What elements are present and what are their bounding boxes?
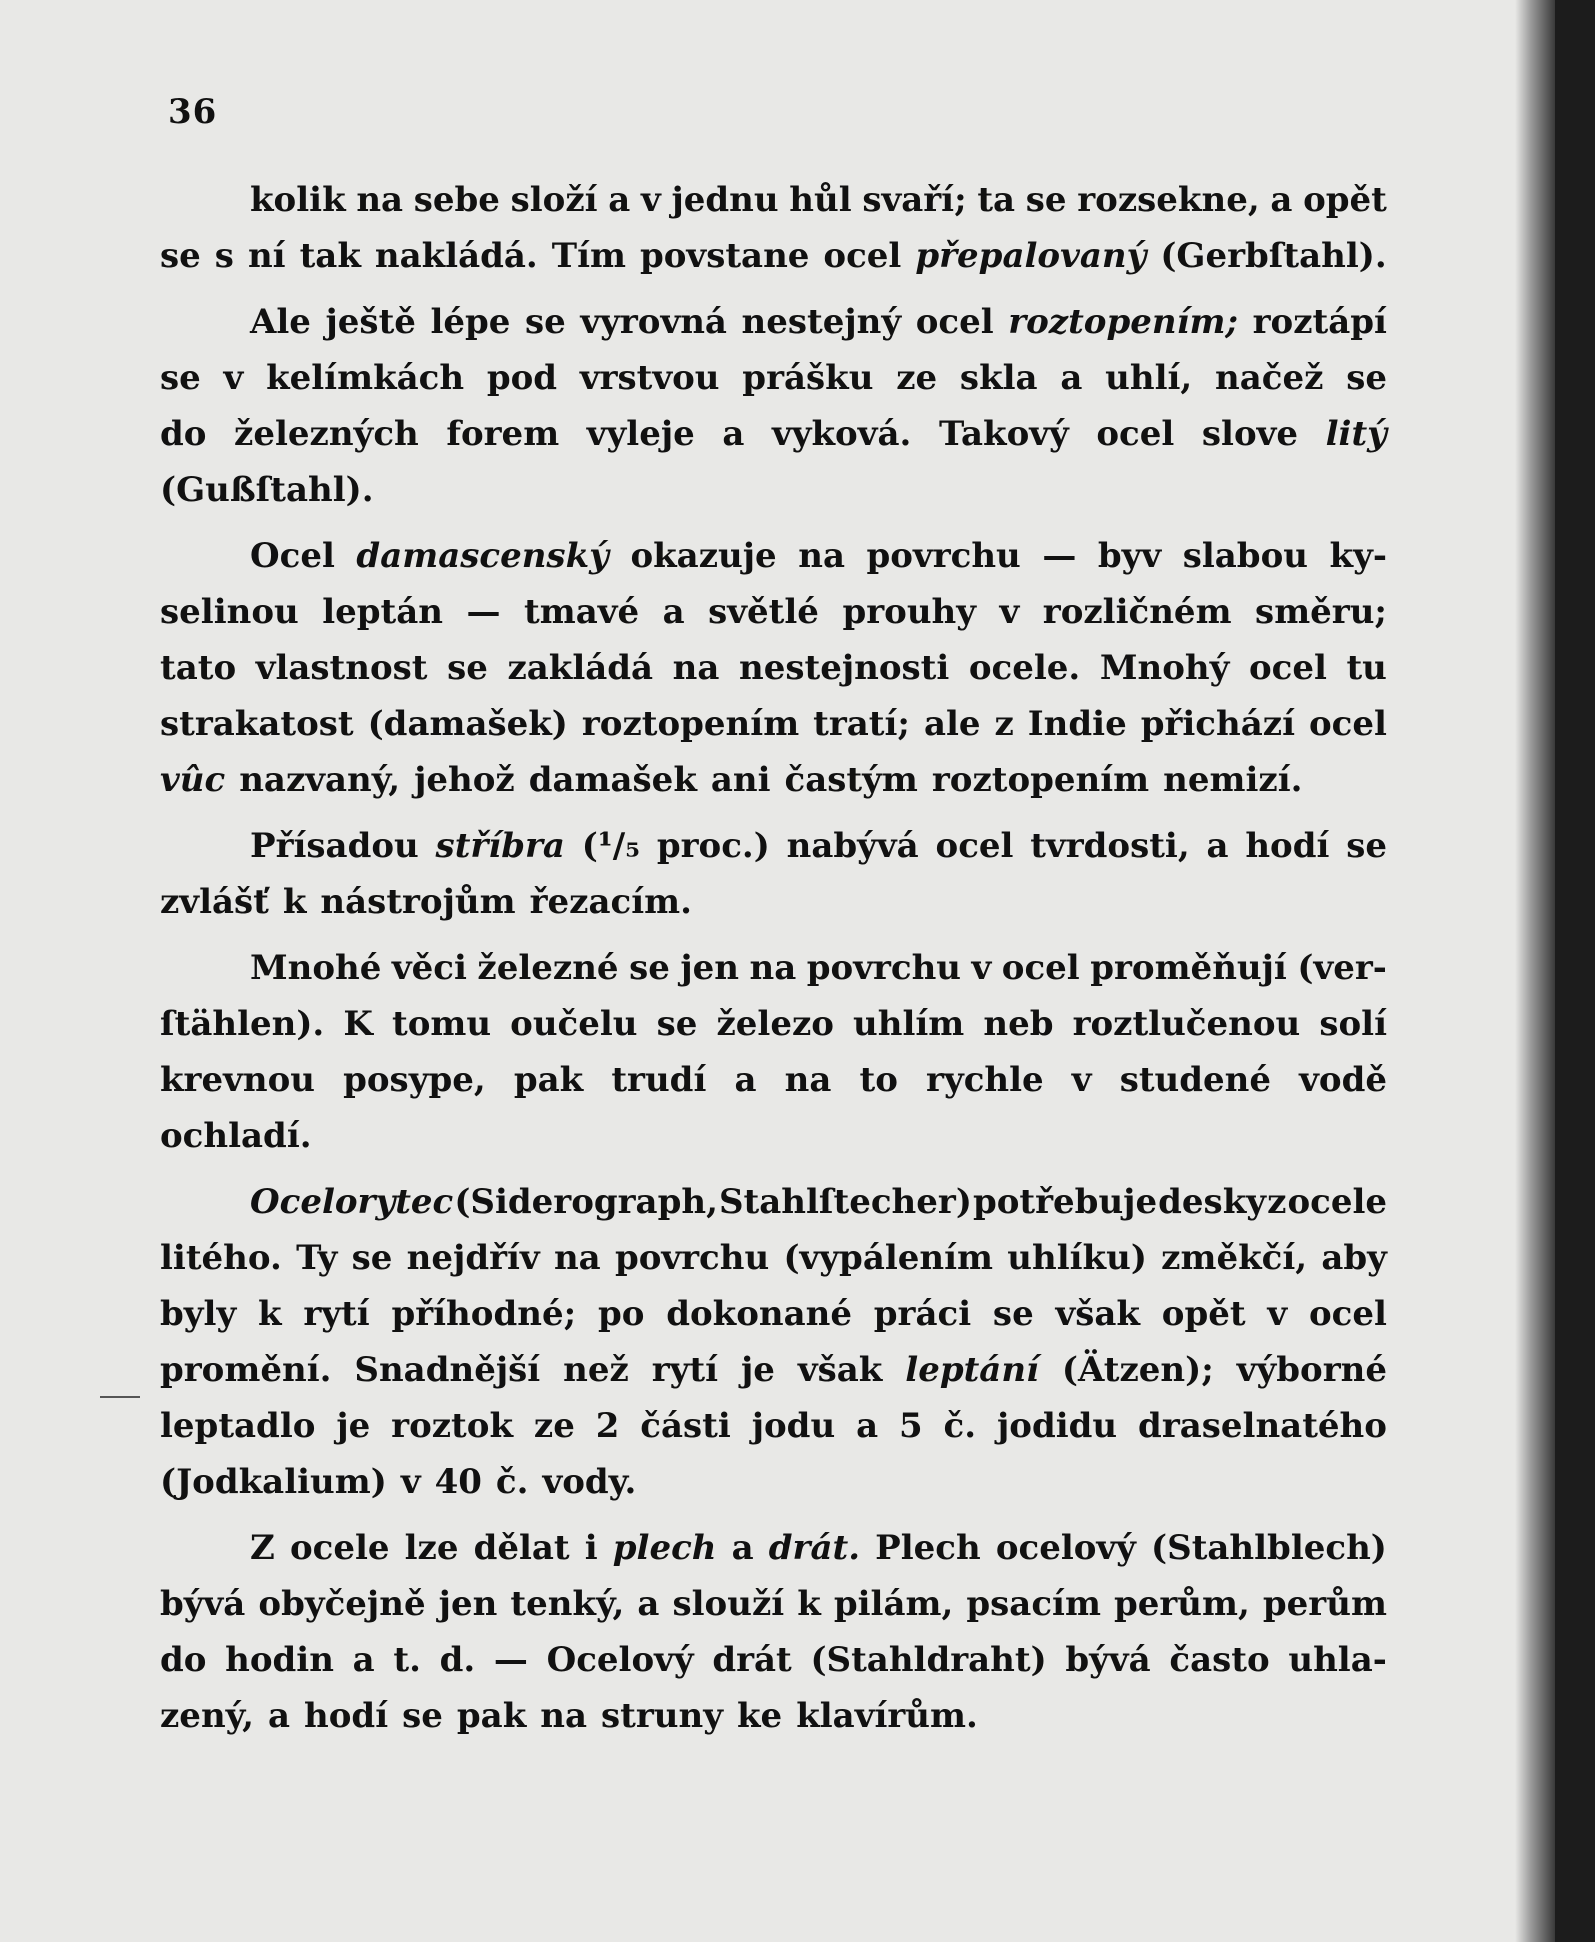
word: rytí	[303, 1294, 370, 1334]
word: tenký,	[510, 1584, 625, 1624]
word: kolik	[250, 180, 346, 220]
word: v	[400, 1462, 421, 1502]
word: damašek	[528, 760, 697, 800]
word: vûc	[160, 760, 226, 800]
word: proměňují	[1090, 948, 1287, 988]
word: ocel	[1001, 948, 1080, 988]
word: změkčí,	[1161, 1238, 1308, 1278]
paragraph	[160, 528, 1387, 808]
word: Ale	[250, 302, 311, 342]
text-line	[160, 528, 1387, 584]
text-line	[160, 1632, 1387, 1688]
word: pilám,	[833, 1584, 954, 1624]
word: příhodné;	[391, 1294, 577, 1334]
word: pak	[456, 1696, 527, 1736]
word: to	[859, 1060, 898, 1100]
word: jen	[680, 948, 739, 988]
word: 2	[595, 1406, 620, 1446]
word: jodidu	[996, 1406, 1118, 1446]
word: přichází	[1140, 704, 1295, 744]
word: Indie	[1027, 704, 1127, 744]
word: a	[1206, 826, 1229, 866]
paragraph	[160, 940, 1387, 1164]
word: leptán	[322, 592, 444, 632]
word: dokonané	[666, 1294, 852, 1334]
word: řezacím.	[529, 882, 692, 922]
word: železné	[477, 948, 619, 988]
word: hodí	[1245, 826, 1330, 866]
word: prášku	[742, 358, 874, 398]
word: okazuje	[630, 536, 777, 576]
word: k	[797, 1584, 821, 1624]
word: části	[640, 1406, 731, 1446]
text-line	[160, 996, 1387, 1052]
word: lze	[404, 1528, 459, 1568]
word: uhla-	[1288, 1640, 1387, 1680]
word: často	[1169, 1640, 1270, 1680]
word: (vypálením	[783, 1238, 994, 1278]
word: povrchu	[806, 948, 962, 988]
word: v	[999, 592, 1020, 632]
word: (Ätzen);	[1061, 1350, 1214, 1390]
text-line	[160, 1398, 1387, 1454]
word: ta	[977, 180, 1016, 220]
text-line	[160, 294, 1387, 350]
word: ke	[737, 1696, 783, 1736]
text-line	[160, 1688, 1387, 1744]
text-line	[160, 1520, 1387, 1576]
paragraph	[160, 1174, 1387, 1510]
word: (¹/₅	[581, 826, 641, 866]
word: 5	[898, 1406, 923, 1446]
word: ſtählen).	[160, 1004, 325, 1044]
word: tak	[299, 236, 361, 276]
word: ještě	[325, 302, 416, 342]
word: Ocelový	[546, 1640, 694, 1680]
word: Mnohý	[1099, 648, 1230, 688]
word: ocelový	[995, 1528, 1136, 1568]
word: vody.	[542, 1462, 637, 1502]
text-line	[160, 406, 1387, 462]
text-line	[160, 1342, 1387, 1398]
word: (Gerbſtahl).	[1160, 236, 1387, 276]
word: sebe	[413, 180, 500, 220]
word: vodě	[1299, 1060, 1387, 1100]
word: po	[597, 1294, 645, 1334]
paragraph	[160, 172, 1387, 284]
word: načež	[1215, 358, 1324, 398]
word: hodí	[304, 1696, 389, 1736]
word: Snadnější	[354, 1350, 541, 1390]
word: se	[160, 358, 201, 398]
word: drát	[712, 1640, 792, 1680]
word: roztopením	[581, 704, 800, 744]
word: strakatost	[160, 704, 354, 744]
text-line	[160, 228, 1387, 284]
text-line	[160, 1052, 1387, 1108]
word: na	[356, 180, 404, 220]
word: opět	[1161, 1294, 1246, 1334]
word: tomu	[392, 1004, 492, 1044]
word: Z	[250, 1528, 275, 1568]
word: rozličném	[1042, 592, 1232, 632]
word: se	[656, 1004, 698, 1044]
word: do	[160, 1640, 207, 1680]
word: se	[1346, 826, 1387, 866]
text-line	[160, 1286, 1387, 1342]
word: (Gußſtahl).	[160, 470, 374, 510]
word: k	[258, 1294, 282, 1334]
word: výborné	[1236, 1350, 1387, 1390]
word: se	[402, 1696, 443, 1736]
word: damascenský	[356, 536, 609, 576]
word: jednu	[671, 180, 779, 220]
word: jodu	[751, 1406, 836, 1446]
word: nástrojům	[320, 882, 516, 922]
word: se	[1346, 358, 1387, 398]
word: rychle	[926, 1060, 1044, 1100]
word: v	[1267, 1294, 1288, 1334]
word: na	[798, 536, 845, 576]
word: vrstvou	[579, 358, 720, 398]
word: v	[641, 180, 661, 220]
word: drát.	[768, 1528, 861, 1568]
word: se	[1025, 180, 1067, 220]
word: v	[223, 358, 244, 398]
word: —	[466, 592, 501, 632]
word: krevnou	[160, 1060, 315, 1100]
word: a	[734, 1060, 757, 1100]
word: do	[160, 414, 207, 454]
word: (damašek)	[367, 704, 568, 744]
word: Ocelorytec	[250, 1182, 454, 1222]
word: se	[351, 1238, 393, 1278]
word: nestejný	[741, 302, 902, 342]
word: leptání	[905, 1350, 1039, 1390]
word: desky	[1158, 1182, 1267, 1222]
word: Ty	[296, 1238, 338, 1278]
text-line	[160, 696, 1387, 752]
word: zakládá	[507, 648, 654, 688]
word: nakládá.	[374, 236, 538, 276]
word: struny	[601, 1696, 723, 1736]
word: t.	[393, 1640, 421, 1680]
word: vlastnost	[255, 648, 428, 688]
word: vyková.	[771, 414, 912, 454]
word: železných	[234, 414, 419, 454]
text-line	[160, 1174, 1387, 1230]
word: a	[268, 1696, 291, 1736]
text-line	[160, 350, 1387, 406]
word: se	[160, 236, 201, 276]
word: z	[1267, 1182, 1287, 1222]
word: než	[563, 1350, 629, 1390]
word: stříbra	[435, 826, 565, 866]
word: v	[971, 948, 992, 988]
word: Stahlſtecher)	[718, 1182, 972, 1222]
word: tratí;	[813, 704, 910, 744]
word: je	[740, 1350, 775, 1390]
word: přepalovaný	[915, 236, 1147, 276]
word: (Stahldraht)	[810, 1640, 1047, 1680]
word: ocel	[935, 826, 1014, 866]
word: s	[214, 236, 234, 276]
word: trudí	[611, 1060, 707, 1100]
word: (Jodkalium)	[160, 1462, 387, 1502]
page-number: 36	[168, 92, 218, 132]
word: zvlášť	[160, 882, 269, 922]
word: práci	[873, 1294, 972, 1334]
word: roztápí	[1252, 302, 1387, 342]
word: však	[1055, 1294, 1140, 1334]
word: a	[608, 180, 631, 220]
word: tato	[160, 648, 237, 688]
word: uhlím	[853, 1004, 965, 1044]
word: (ver-	[1297, 948, 1387, 988]
word: č.	[943, 1406, 977, 1446]
word: tvrdosti,	[1030, 826, 1190, 866]
word: ocel	[1248, 648, 1327, 688]
word: nestejnosti	[739, 648, 950, 688]
word: skla	[959, 358, 1038, 398]
word: bývá	[160, 1584, 246, 1624]
word: roztopením	[931, 760, 1150, 800]
word: ocel	[823, 236, 902, 276]
word: složí	[510, 180, 598, 220]
text-line	[160, 752, 1387, 808]
word: Mnohé	[250, 948, 382, 988]
word: forem	[446, 414, 560, 454]
word: a	[722, 414, 745, 454]
text-line	[160, 640, 1387, 696]
paragraph	[160, 294, 1387, 518]
word: tu	[1346, 648, 1387, 688]
word: se	[629, 948, 670, 988]
word: a	[731, 1528, 754, 1568]
word: na	[672, 648, 720, 688]
word: tmavé	[524, 592, 640, 632]
word: d.	[439, 1640, 476, 1680]
word: perům	[1262, 1584, 1387, 1624]
word: draselnatého	[1138, 1406, 1387, 1446]
word: k	[282, 882, 307, 922]
word: hodin	[225, 1640, 334, 1680]
word: potřebuje	[972, 1182, 1158, 1222]
word: povstane	[639, 236, 810, 276]
word: hůl	[789, 180, 852, 220]
word: slove	[1201, 414, 1299, 454]
word: dělat	[473, 1528, 570, 1568]
word: aby	[1321, 1238, 1387, 1278]
word: jehož	[414, 760, 515, 800]
word: ocele	[1287, 1182, 1387, 1222]
word: ocel	[1308, 704, 1387, 744]
word: rozsekne,	[1077, 180, 1260, 220]
word: ze	[896, 358, 938, 398]
word: z	[994, 704, 1014, 744]
word: povrchu	[866, 536, 1021, 576]
word: bývá	[1065, 1640, 1151, 1680]
word: byly	[160, 1294, 237, 1334]
word: na	[784, 1060, 832, 1100]
word: a	[1270, 180, 1293, 220]
text-line	[160, 584, 1387, 640]
word: a	[856, 1406, 879, 1446]
word: častým	[784, 760, 918, 800]
text-line	[160, 1454, 1387, 1510]
word: uhlíku)	[1007, 1238, 1147, 1278]
word: ocele.	[968, 648, 1081, 688]
word: proc.)	[656, 826, 770, 866]
word: ocel	[1308, 1294, 1387, 1334]
word: selinou	[160, 592, 299, 632]
word: zený,	[160, 1696, 254, 1736]
word: světlé	[708, 592, 819, 632]
word: (Stahlblech)	[1151, 1528, 1387, 1568]
text-line	[160, 818, 1387, 874]
margin-mark	[100, 1396, 140, 1398]
word: opět	[1303, 180, 1387, 220]
word: se	[447, 648, 488, 688]
word: byv	[1097, 536, 1162, 576]
word: č.	[495, 1462, 529, 1502]
word: nazvaný,	[239, 760, 401, 800]
word: Tím	[551, 236, 626, 276]
word: obyčejně	[258, 1584, 426, 1624]
word: posype,	[343, 1060, 486, 1100]
word: uhlí,	[1105, 358, 1193, 398]
text-line	[160, 1576, 1387, 1632]
word: ze	[533, 1406, 575, 1446]
word: ocel	[1096, 414, 1175, 454]
paragraph	[160, 818, 1387, 930]
word: ky-	[1329, 536, 1387, 576]
word: plech	[612, 1528, 717, 1568]
word: vyrovná	[580, 302, 727, 342]
word: slabou	[1182, 536, 1308, 576]
word: slouží	[672, 1584, 785, 1624]
word: kelímkách	[266, 358, 465, 398]
body-text	[160, 172, 1387, 1744]
word: a	[1060, 358, 1083, 398]
word: věci	[391, 948, 467, 988]
word: na	[749, 948, 797, 988]
text-line	[160, 940, 1387, 996]
word: ani	[710, 760, 771, 800]
word: svaří;	[862, 180, 967, 220]
text-line	[160, 1230, 1387, 1286]
word: roztok	[391, 1406, 513, 1446]
word: ní	[247, 236, 286, 276]
word: neb	[983, 1004, 1054, 1044]
word: v	[1071, 1060, 1092, 1100]
text-line	[160, 1108, 1387, 1164]
word: rytí	[651, 1350, 719, 1390]
word: i	[584, 1528, 598, 1568]
text-line	[160, 172, 1387, 228]
word: —	[1042, 536, 1077, 576]
word: ocel	[915, 302, 994, 342]
word: litý	[1325, 414, 1387, 454]
word: však	[797, 1350, 883, 1390]
word: povrchu	[614, 1238, 770, 1278]
word: perům,	[1113, 1584, 1250, 1624]
word: oučelu	[510, 1004, 638, 1044]
word: klavírům.	[796, 1696, 978, 1736]
word: —	[493, 1640, 528, 1680]
paragraph	[160, 1520, 1387, 1744]
word: pod	[486, 358, 558, 398]
word: nejdřív	[406, 1238, 540, 1278]
page-edge-shadow	[1515, 0, 1555, 1942]
word: 40	[434, 1462, 482, 1502]
word: nabývá	[786, 826, 919, 866]
word: Přísadou	[250, 826, 419, 866]
word: roztlučenou	[1072, 1004, 1301, 1044]
word: roztopením;	[1008, 302, 1239, 342]
word: a	[662, 592, 685, 632]
word: prouhy	[842, 592, 977, 632]
word: nemizí.	[1163, 760, 1303, 800]
word: na	[540, 1696, 588, 1736]
word: a	[352, 1640, 375, 1680]
word: se	[525, 302, 566, 342]
word: Ocel	[250, 536, 335, 576]
word: je	[336, 1406, 371, 1446]
word: Takový	[938, 414, 1069, 454]
word: ocele	[289, 1528, 390, 1568]
word: a	[637, 1584, 660, 1624]
word: litého.	[160, 1238, 282, 1278]
word: se	[992, 1294, 1034, 1334]
word: směru;	[1255, 592, 1387, 632]
text-line	[160, 874, 1387, 930]
word: ale	[923, 704, 981, 744]
word: lépe	[430, 302, 511, 342]
word: psacím	[966, 1584, 1101, 1624]
word: solí	[1319, 1004, 1387, 1044]
word: jen	[438, 1584, 498, 1624]
word: vyleje	[586, 414, 695, 454]
word: Plech	[875, 1528, 981, 1568]
word: (Siderograph,	[454, 1182, 718, 1222]
text-line	[160, 462, 1387, 518]
word: studené	[1119, 1060, 1272, 1100]
word: leptadlo	[160, 1406, 316, 1446]
word: K	[343, 1004, 373, 1044]
word: promění.	[160, 1350, 332, 1390]
word: na	[553, 1238, 601, 1278]
word: pak	[513, 1060, 584, 1100]
word: ochladí.	[160, 1116, 312, 1156]
word: železo	[716, 1004, 834, 1044]
